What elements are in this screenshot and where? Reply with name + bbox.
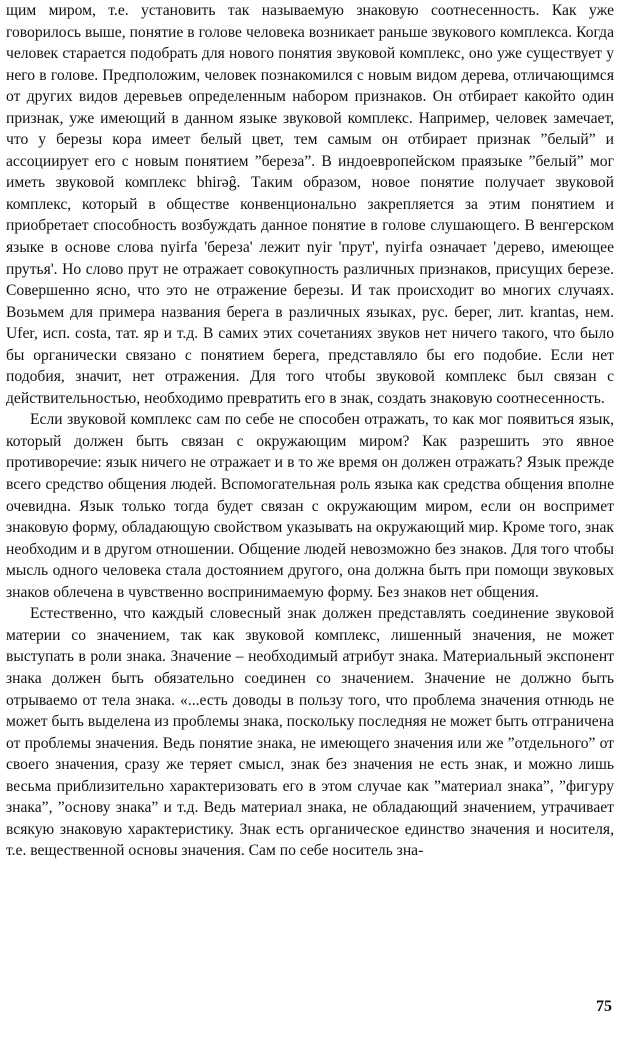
paragraph-meaning-sign: Естественно, что каждый словесный знак должен представлять соединение звуковой материи со значением, так как звуковой комплекс, лишенный значения, не может выступать в роли знака. Значение – необходимый атрибут знака. Материальный экспонент знака должен быть обязательно соединен со значением. Значение не должно быть отрываемо от тела знака. «...есть доводы в пользу того, что проблема значения отнюдь не может быть выделена из проблемы знака, поскольку последняя не может быть отграничена от проблемы значения. Ведь понятие знака, не имеющего значения или же ”отдельного” от своего значения, сразу же теряет смысл, знак без значения не есть знак, и можно лишь весьма приблизительно характеризовать его в этом случае как ”материал знака”, ”фигуру знака”, ”основу знака” и т.д. Ведь материал знака, не обладающий значением, утрачивает всякую знаковую характеристику. Знак есть органическое единство значения и носителя, т.е. вещественной основы значения. Сам по себе носитель зна- [6,605,614,860]
paragraph-sound-complex: Если звуковой комплекс сам по себе не способен отражать, то как мог появиться язык, который должен быть связан с окружающим миром? Как разрешить это явное противоречие: язык ничего не отражает и в то же время он должен отражать? Язык прежде всего средство общения людей. Вспомогательная роль языка как средства общения вполне очевидна. Язык только тогда будет связан с окружающим миром, если он воспримет знаковую форму, обладающую свойством указывать на окружающий мир. Кроме того, знак необходим и в другом отношении. Общение людей невозможно без знаков. Для того чтобы мысль одного человека стала достоянием другого, она должна быть при помощи звуковых знаков облечена в чувственно воспринимаемую форму. Без знаков нет общения. [6,411,614,601]
page-number: 75 [596,998,612,1015]
paragraph-continued: щим миром, т.е. установить так называемую знаковую соотнесенность. Как уже говорилось выше, понятие в голове человека возникает раньше звукового комплекса. Когда человек старается подобрать для нового понятия звуковой комплекс, оно уже существует у него в голове. Предположим, человек познакомился с новым видом дерева, отличающимся от других видов деревьев определенным набором признаков. Он отбирает какойто один признак, уже имеющий в данном языке звуковой комплекс. Например, человек замечает, что у березы кора имеет белый цвет, тем самым он отбирает признак ”белый” и ассоциирует его с новым понятием ”береза”. В индоевропейском праязыке ”белый” мог иметь звуковой комплекс bhirəĝ. Таким образом, новое понятие получает звуковой комплекс, который в обществе конвенционально закрепляется за этим понятием и приобретает способность возбуждать данное понятие в голове слушающего. В венгерском языке в основе слова nyirfa 'береза' лежит nyir 'прут', nyirfa означает 'дерево, имеющее прутья'. Но слово прут не отражает совокупность различных признаков, присущих березе. Совершенно ясно, что это не отражение березы. И так происходит во многих случаях. Возьмем для примера названия берега в различных языках, рус. берег, лит. krantas, нем. Ufer, исп. costa, тат. яр и т.д. В самих этих сочетаниях звуков нет ничего такого, что было бы органически связано с понятием берега, представляло бы его подобие. Если нет подобия, значит, нет отражения. Для того чтобы звуковой комплекс был связан с действительностью, необходимо превратить его в знак, создать знаковую соотнесенность. [6,2,614,407]
page-text-body [6,0,614,862]
